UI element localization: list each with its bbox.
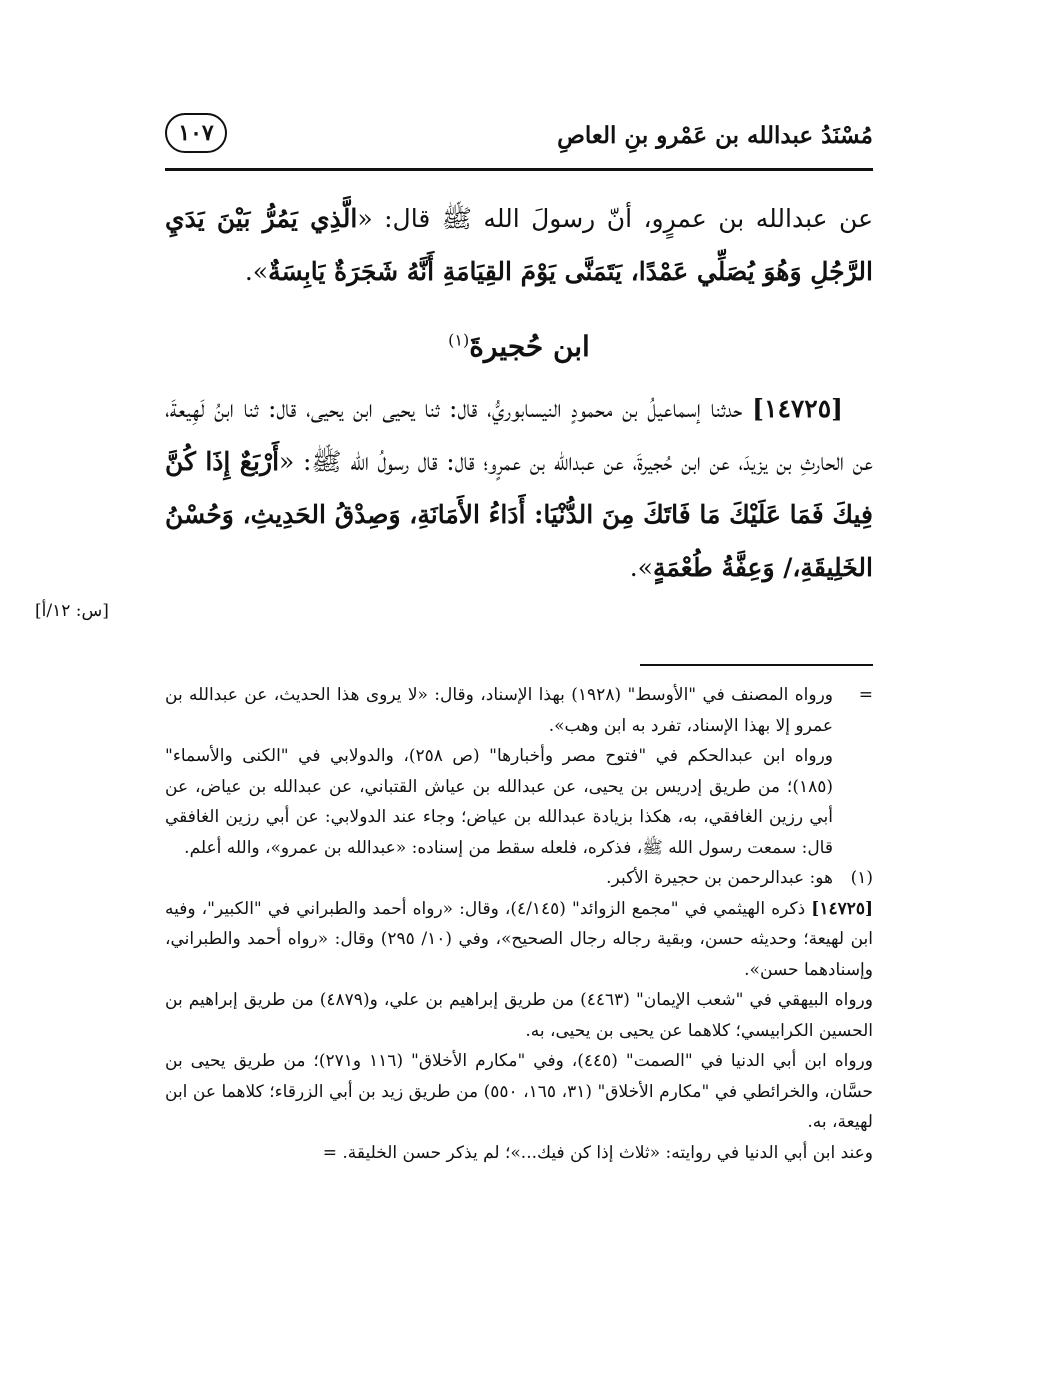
- entry-number: [١٤٧٢٥]: [752, 394, 843, 423]
- footnote-continuation: [165, 680, 873, 741]
- footnote-paragraph: ذكره الهيثمي في "مجمع الزوائد" (٤/١٤٥)، وقال: «رواه أحمد والطبراني في "الكبير"، وفيه ابن لهيعة؛ وحديثه حسن، وبقية رجاله رجال الصحيح»، وفي (١٠/ ٢٩٥) وقال: «رواه أحمد والطبراني، وإسنادهما حسن».: [165, 898, 873, 980]
- footnote-1: [165, 863, 873, 894]
- footnote-1-marker: (١): [850, 868, 873, 888]
- footnote-paragraph: ورواه ابن أبي الدنيا في "الصمت" (٤٤٥)، وفي "مكارم الأخلاق" (١١٦ و٢٧١)؛ من طريق يحيى بن حسَّان، والخرائطي في "مكارم الأخلاق" (٣١، ١٦٥، ٥٥٠) من طريق زيد بن أبي الزرقاء؛ كلاهما عن ابن لهيعة، به.: [165, 1051, 874, 1132]
- entry-end: ».: [629, 553, 653, 582]
- manuscript-margin-note: [س: ١٢/أ]: [35, 601, 109, 621]
- intro-text: عن عبدالله بن عمرٍو، أنّ رسولَ الله ﷺ قال: «: [357, 204, 873, 233]
- footnote-1-text: هو: عبدالرحمن بن حجيرة الأكبر.: [606, 868, 833, 888]
- footnote-rule: [640, 664, 873, 666]
- continuation-marker: =: [858, 685, 873, 705]
- entry-isnad: حدثنا إسماعيلُ بن محمودٍ النيسابوريُّ، قال: ثنا يحيى ابن يحيى، قال: ثنا ابنُ لَهِيعةَ، عن الحارثِ بن يزيدَ، عن ابن حُجيرةَ، عن عبدالله بن عمرٍو؛ قال: قال رسولُ الله ﷺ: «: [165, 394, 873, 476]
- footnote-paragraph: ورواه البيهقي في "شعب الإيمان" (٤٤٦٣) من طريق إبراهيم بن علي، و(٤٨٧٩) من طريق إبراهيم بن الحسين الكرابيسي؛ كلاهما عن يحيى بن يحيى، به.: [165, 990, 873, 1041]
- section-heading: [165, 330, 873, 363]
- section-heading-text: ابن حُجيرةَ: [469, 330, 590, 363]
- footnote-paragraph: ورواه ابن عبدالحكم في "فتوح مصر وأخبارها" (ص ٢٥٨)، والدولابي في "الكنى والأسماء" (١٨٥)؛ من طريق إدريس بن يحيى، عن عبدالله بن عياش القتباني، عن عبدالله بن عياض، عن أبي رزين الغافقي، به، هكذا بزيادة عبدالله بن عياض؛ وجاء عند الدولابي: عن أبي رزين الغافقي قال: سمعت رسول الله ﷺ، فذكره، فلعله سقط من إسناده: «عبدالله بن عمرو»، والله أعلم.: [165, 746, 834, 858]
- hadith-entry: [165, 382, 873, 594]
- footnote-entry: [165, 894, 873, 986]
- footnote-ref-1: (١): [448, 330, 470, 350]
- header-rule: [165, 168, 873, 171]
- footnote-paragraph: ورواه المصنف في "الأوسط" (١٩٢٨) بهذا الإسناد، وقال: «لا يروى هذا الحديث، عن عبدالله بن عمرو إلا بهذا الإسناد، تفرد به ابن وهب».: [165, 685, 834, 736]
- page-number: ١٠٧: [165, 113, 227, 153]
- footnote-entry-marker: [١٤٧٢٥]: [811, 898, 874, 919]
- running-header-title: مُسْنَدُ عبدالله بن عَمْرو بنِ العاصِ: [557, 122, 873, 149]
- entry-hadith-text: أَرْبَعٌ إِذَا كُنَّ فِيكَ فَمَا عَلَيْكَ مَا فَاتَكَ مِنَ الدُّنْيَا: أَدَاءُ الأَمَانَةِ، وَصِدْقُ الحَدِيثِ، وَحُسْنُ الخَلِيقَةِ،/ وَعِفَّةُ طُعْمَةٍ: [165, 447, 873, 582]
- intro-hadith-text: الَّذِي يَمُرُّ بَيْنَ يَدَيِ الرَّجُلِ وَهُوَ يُصَلِّي عَمْدًا، يَتَمَنَّى يَوْمَ القِيَامَةِ أَنَّهُ شَجَرَةٌ يَابِسَةٌ: [165, 204, 873, 286]
- footnote-paragraph: وعند ابن أبي الدنيا في روايته: «ثلاث إذا كن فيك...»؛ لم يذكر حسن الخليقة. =: [322, 1142, 873, 1163]
- intro-paragraph: [165, 192, 873, 298]
- footnotes: [165, 680, 873, 1168]
- intro-end: ».: [244, 257, 269, 286]
